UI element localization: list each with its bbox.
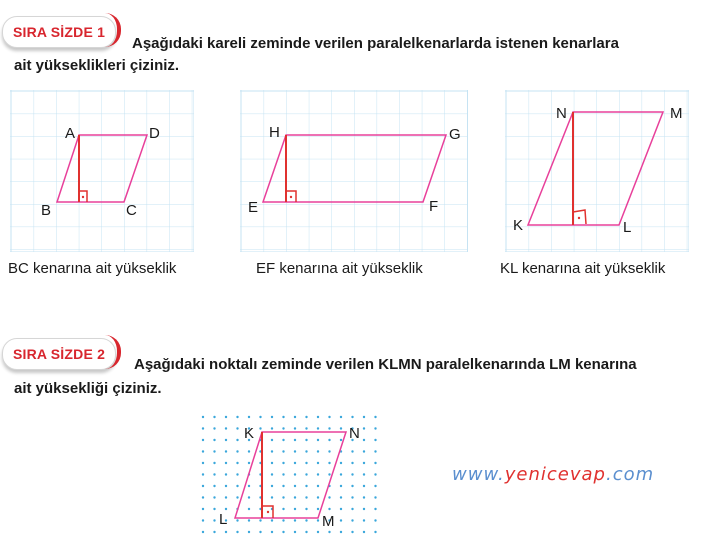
label-F: F	[429, 198, 439, 215]
label-K: K	[244, 425, 255, 442]
section2-instruction	[134, 354, 637, 376]
instruction-line1: Aşağıdaki noktalı zeminde verilen KLMN paralelkenarında LM kenarına	[134, 356, 637, 373]
badge-label: SIRA SİZDE 1	[12, 24, 106, 40]
caption-figure-2: EF kenarına ait yükseklik	[256, 260, 423, 277]
watermark-part2: yenicevap	[504, 464, 606, 485]
grid-figure-2	[240, 90, 468, 252]
caption-figure-3: KL kenarına ait yükseklik	[500, 260, 666, 277]
sira-sizde-2-badge	[2, 338, 116, 370]
label-L: L	[623, 219, 632, 236]
instruction-line1: Aşağıdaki kareli zeminde verilen paralelkenarlarda istenen kenarlara	[132, 35, 619, 52]
section1-instruction-2	[14, 55, 179, 77]
watermark	[452, 464, 654, 485]
sira-sizde-1-badge	[2, 16, 116, 48]
section2-instruction-2	[14, 378, 162, 400]
label-B: B	[41, 202, 52, 219]
label-M: M	[322, 513, 335, 530]
grid-figure-1	[10, 90, 194, 252]
label-A: A	[65, 125, 76, 142]
label-D: D	[149, 125, 160, 142]
label-C: C	[126, 202, 137, 219]
label-N: N	[349, 425, 360, 442]
label-G: G	[449, 126, 461, 143]
watermark-part3: .com	[605, 464, 655, 485]
label-E: E	[248, 199, 259, 216]
label-K: K	[513, 217, 524, 234]
label-N: N	[556, 105, 567, 122]
label-H: H	[269, 124, 280, 141]
label-M: M	[670, 105, 683, 122]
instruction-line2: ait yüksekliği çiziniz.	[14, 380, 162, 397]
dotted-grid-figure	[198, 412, 384, 542]
section1-instruction	[132, 33, 619, 55]
watermark-part1: www.	[452, 464, 505, 485]
caption-figure-1: BC kenarına ait yükseklik	[8, 260, 177, 277]
label-L: L	[219, 511, 228, 528]
grid-figure-3	[505, 90, 689, 252]
badge-label: SIRA SİZDE 2	[12, 346, 106, 362]
instruction-line2: ait yükseklikleri çiziniz.	[14, 57, 180, 74]
